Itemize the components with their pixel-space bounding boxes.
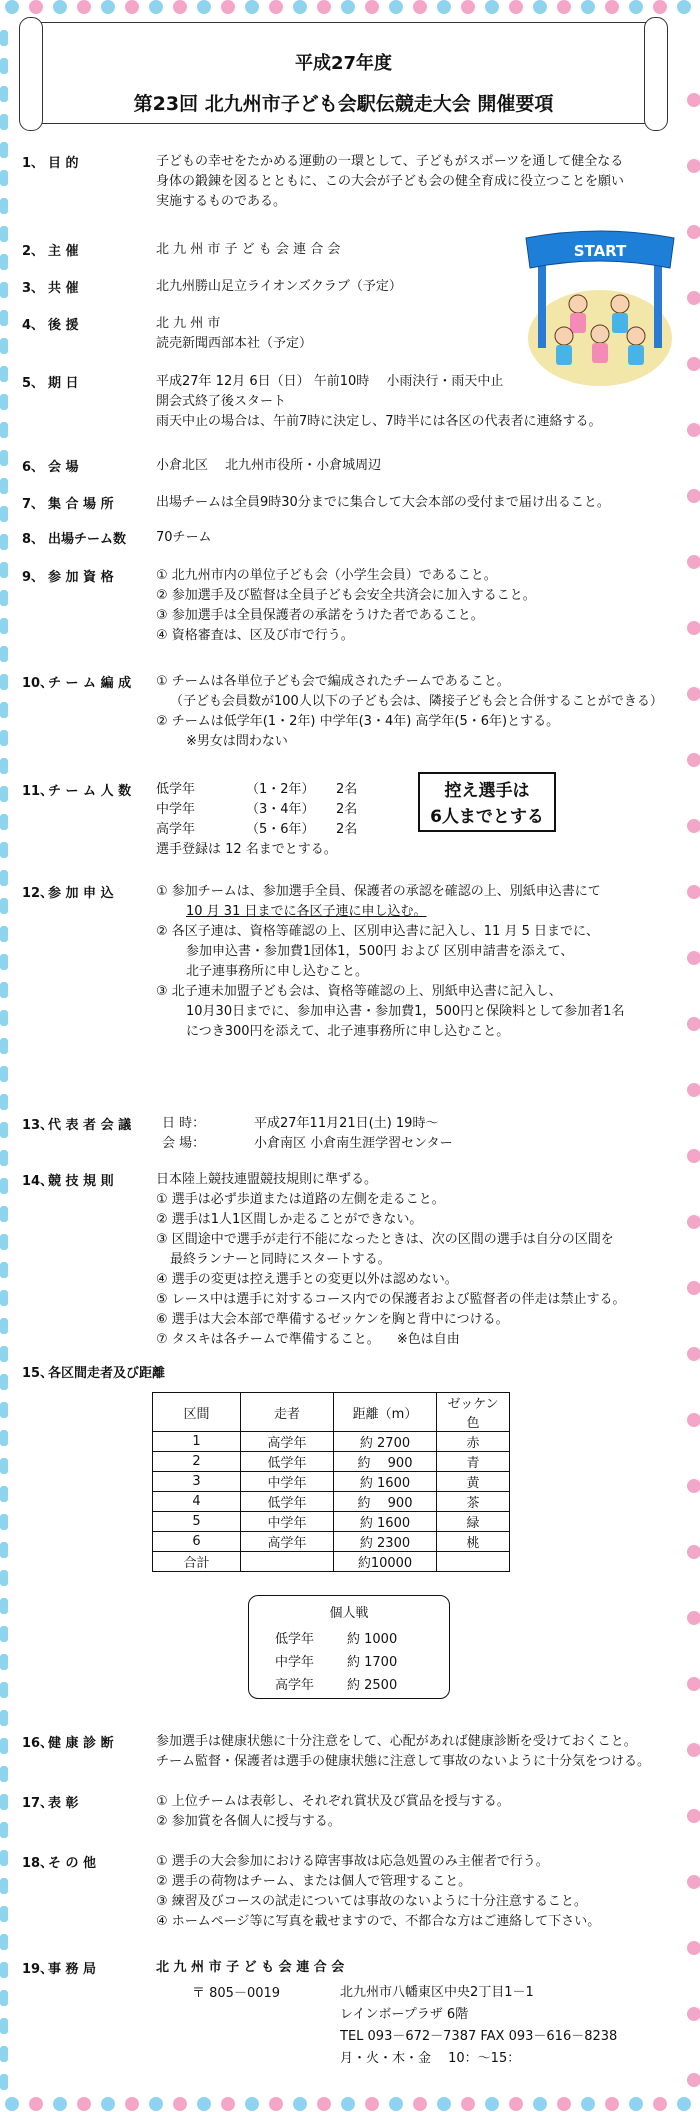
border-dot (77, 2097, 91, 2111)
border-dash (0, 982, 8, 998)
border-dash (0, 226, 8, 242)
section-label: 5、 期 日 (22, 376, 79, 391)
border-dot (125, 0, 139, 14)
border-dot (687, 489, 700, 503)
table-cell: 3 (153, 1472, 241, 1492)
section-label: 3、 共 催 (22, 281, 79, 296)
document-year: 平成27年度 (294, 53, 393, 74)
section-label: 17、表 彰 (22, 1796, 79, 1811)
table-cell: 約 2700 (334, 1432, 437, 1452)
border-dash (0, 842, 8, 858)
border-dot (687, 753, 700, 767)
border-dash (0, 646, 8, 662)
table-cell: 約 900 (334, 1492, 437, 1512)
border-dot (581, 2097, 595, 2111)
border-dash (0, 1486, 8, 1502)
border-dot (317, 0, 331, 14)
border-dot (687, 1875, 700, 1889)
border-dot (687, 1149, 700, 1163)
border-dot (173, 0, 187, 14)
border-dot (653, 2097, 667, 2111)
border-dash (0, 1458, 8, 1474)
border-dot (341, 2097, 355, 2111)
table-cell: 茶 (437, 1492, 510, 1512)
border-dash (0, 1374, 8, 1390)
section-body: 出場チームは全員9時30分までに集合して大会本部の受付まで届け出ること。 (156, 495, 610, 510)
border-dash (0, 282, 8, 298)
border-dot (317, 2097, 331, 2111)
border-dash (0, 1234, 8, 1250)
border-dash (0, 1570, 8, 1586)
border-dot (687, 687, 700, 701)
border-dot (221, 0, 235, 14)
individual-race-box (248, 1595, 450, 1699)
border-dash (0, 870, 8, 886)
border-dot (413, 2097, 427, 2111)
section-body: 日本陸上競技連盟競技規則に準ずる。 ① 選手は必ず歩道または道路の左側を走ること。 ② 選手は1人1区間しか走ることができない。 ③ 区間途中で選手が走行不能になったときは、次の区間の選手は自分の区間を 最終ランナーと同時にスタートする。 ④ 選手の変更は控え選手との変更以外は認めない。 ⑤ レース中は選手に対するコース内での保護者および監督者の伴走は禁止する。 ⑥ 選手は大会本部で準備するゼッケンを胸と背中につける。 ⑦ タスキは各チームで準備すること。 ※色は自由 (156, 1172, 626, 1347)
border-dot (687, 423, 700, 437)
border-dot (687, 291, 700, 305)
table-row (153, 1532, 510, 1552)
table-cell: 約 1600 (334, 1472, 437, 1492)
border-dot (653, 0, 667, 14)
border-dot (365, 0, 379, 14)
section-label: 19、事 務 局 (22, 1962, 97, 1977)
border-dash (0, 1934, 8, 1950)
border-dot (53, 2097, 67, 2111)
border-dash (0, 366, 8, 382)
table-cell: 2 (153, 1452, 241, 1472)
individual-race-row: 低学年 約 1000 (275, 1632, 398, 1647)
border-dash (0, 394, 8, 410)
border-dot (629, 2097, 643, 2111)
border-dot (687, 885, 700, 899)
table-cell: 青 (437, 1452, 510, 1472)
border-dot (687, 1083, 700, 1097)
border-dash (0, 618, 8, 634)
border-dot (365, 2097, 379, 2111)
table-cell: 約 1600 (334, 1512, 437, 1532)
section-label: 4、 後 援 (22, 318, 79, 333)
border-dot (245, 2097, 259, 2111)
table-cell: 赤 (437, 1432, 510, 1452)
border-dash (0, 1290, 8, 1306)
border-dash (0, 170, 8, 186)
border-dash (0, 898, 8, 914)
border-dot (269, 2097, 283, 2111)
table-header: 走者 (241, 1393, 334, 1432)
section-body: ① 北九州市内の単位子ども会（小学生会員）であること。 ② 参加選手及び監督は全員子ども会安全共済会に加入すること。 ③ 参加選手は全員保護者の承諾をうけた者であること。 ④ 資格審査は、区及び市で行う。 (156, 568, 536, 643)
individual-race-title: 個人戦 (329, 1606, 369, 1621)
table-cell: 合計 (153, 1552, 241, 1572)
table-cell (241, 1552, 334, 1572)
border-dot (687, 1941, 700, 1955)
border-dash (0, 2046, 8, 2062)
border-dash (0, 1402, 8, 1418)
section-body: ① 選手の大会参加における障害事故は応急処置のみ主催者で行う。 ② 選手の荷物はチーム、または個人で管理すること。 ③ 練習及びコースの試走については事故のないように十分注意すること。 ④ ホームページ等に写真を載せますので、不都合な方はご連絡して下さい。 (156, 1854, 601, 1929)
border-dash (0, 954, 8, 970)
section-label: 18、そ の 他 (22, 1856, 97, 1871)
border-dot (245, 0, 259, 14)
individual-race-row: 高学年 約 2500 (275, 1678, 398, 1693)
border-dash (0, 310, 8, 326)
section-label: 7、 集 合 場 所 (22, 497, 114, 512)
border-dot (687, 225, 700, 239)
section-label: 12、参 加 申 込 (22, 886, 114, 901)
table-cell: 約10000 (334, 1552, 437, 1572)
border-dash (0, 1682, 8, 1698)
section-label: 16、健 康 診 断 (22, 1736, 114, 1751)
border-dot (687, 2073, 700, 2087)
border-dash (0, 338, 8, 354)
border-dot (269, 0, 283, 14)
table-row (153, 1452, 510, 1472)
border-dot (389, 0, 403, 14)
table-header-row (153, 1393, 510, 1432)
section-body: 低学年 （1・2年） 2名 中学年 （3・4年） 2名 高学年 （5・6年） 2名 選手登録は 12 名までとする。 (156, 782, 358, 857)
border-dot (293, 0, 307, 14)
border-dot (557, 2097, 571, 2111)
border-dot (413, 0, 427, 14)
border-dash (0, 1010, 8, 1026)
table-cell: 約 900 (334, 1452, 437, 1472)
border-dash (0, 2074, 8, 2090)
section-label: 6、 会 場 (22, 460, 79, 475)
border-dot (101, 0, 115, 14)
border-dash (0, 506, 8, 522)
start-runners-illustration (520, 218, 680, 388)
border-dash (0, 1598, 8, 1614)
border-dot (533, 0, 547, 14)
border-dot (687, 1545, 700, 1559)
border-dash (0, 1626, 8, 1642)
border-dot (687, 621, 700, 635)
border-dot (461, 2097, 475, 2111)
border-dash (0, 254, 8, 270)
table-cell: 6 (153, 1532, 241, 1552)
border-dot (629, 0, 643, 14)
table-header: 区間 (153, 1393, 241, 1432)
postal-code: 〒 805－0019 (192, 1986, 281, 2001)
border-dot (605, 0, 619, 14)
border-dot (437, 2097, 451, 2111)
section-body: 北 九 州 市 子 ど も 会 連 合 会 (156, 242, 341, 257)
border-dash (0, 814, 8, 830)
border-dash (0, 1346, 8, 1362)
table-row (153, 1492, 510, 1512)
border-dash (0, 1738, 8, 1754)
secretariat-org: 北 九 州 市 子 ど も 会 連 合 会 (156, 1960, 345, 1975)
border-dash (0, 1542, 8, 1558)
section-label: 10、チ ー ム 編 成 (22, 676, 132, 691)
border-dash (0, 198, 8, 214)
section-label: 8、 出場チーム数 (22, 532, 127, 547)
border-dot (149, 0, 163, 14)
border-dash (0, 422, 8, 438)
table-header: ゼッケン色 (437, 1393, 510, 1432)
border-dash (0, 1822, 8, 1838)
border-dot (581, 0, 595, 14)
table-cell: 緑 (437, 1512, 510, 1532)
section-body: 北 九 州 市 読売新聞西部本社（予定） (156, 316, 313, 351)
table-row (153, 1472, 510, 1492)
border-dot (77, 0, 91, 14)
section-body: ① 参加チームは、参加選手全員、保護者の承認を確認の上、別紙申込書にて 10 月 31 日までに各区子連に申し込む。 ② 各区子連は、資格等確認の上、区別申込書に記入し、11 月 5 日までに、 参加申込書・参加費1団体1，500円 および 区別申請書を添えて、 北子連事務所に申し込むこと。 ③ 北子連未加盟子ども会は、資格等確認の上、別紙申込書に記入し、 10月30日までに、参加申込書・参加費1，500円と保険料として参加者1名 につき300円を添えて、北子連事務所に申し込むこと。 (156, 884, 625, 1039)
border-dash (0, 86, 8, 102)
border-dash (0, 1122, 8, 1138)
border-dash (0, 1990, 8, 2006)
border-dot (687, 1809, 700, 1823)
border-dot (687, 1215, 700, 1229)
border-dash (0, 2018, 8, 2034)
border-dash (0, 142, 8, 158)
table-cell: 5 (153, 1512, 241, 1532)
border-dash (0, 730, 8, 746)
border-dot (29, 2097, 43, 2111)
section-body: ① 上位チームは表彰し、それぞれ賞状及び賞品を授与する。 ② 参加賞を各個人に授与する。 (156, 1794, 510, 1829)
border-dash (0, 758, 8, 774)
border-dot (101, 2097, 115, 2111)
table-cell: 低学年 (241, 1492, 334, 1512)
border-dot (687, 819, 700, 833)
border-dot (687, 1677, 700, 1691)
border-dot (509, 0, 523, 14)
table-cell: 低学年 (241, 1452, 334, 1472)
section-label: 11、チ ー ム 人 数 (22, 784, 132, 799)
border-dot (341, 0, 355, 14)
banner-text: START (573, 242, 627, 260)
title-banner (30, 22, 657, 124)
section-label: 1、 目 的 (22, 156, 79, 171)
table-total-row (153, 1552, 510, 1572)
border-dash (0, 1262, 8, 1278)
border-dot (221, 2097, 235, 2111)
border-dot (437, 0, 451, 14)
segment-distance-table (152, 1392, 510, 1572)
border-dot (485, 0, 499, 14)
border-dash (0, 786, 8, 802)
border-dash (0, 114, 8, 130)
section-body: 平成27年 12月 6日（日） 午前10時 小雨決行・雨天中止 開会式終了後スタート 雨天中止の場合は、午前7時に決定し、7時半には各区の代表者に連絡する。 (156, 374, 602, 429)
table-cell: 4 (153, 1492, 241, 1512)
border-dash (0, 1654, 8, 1670)
section-label: 14、競 技 規 則 (22, 1174, 114, 1189)
table-cell: 高学年 (241, 1532, 334, 1552)
border-dash (0, 534, 8, 550)
border-dot (461, 0, 475, 14)
border-dash (0, 926, 8, 942)
border-dash (0, 450, 8, 466)
border-dot (687, 555, 700, 569)
border-dot (687, 1281, 700, 1295)
border-dot (687, 93, 700, 107)
border-dash (0, 1766, 8, 1782)
border-dash (0, 478, 8, 494)
border-dot (677, 2097, 691, 2111)
section-body: 北九州勝山足立ライオンズクラブ（予定） (156, 279, 402, 294)
border-dot (125, 2097, 139, 2111)
border-dash (0, 562, 8, 578)
document-title: 第23回 北九州市子ども会駅伝競走大会 開催要項 (133, 93, 554, 115)
border-dash (0, 702, 8, 718)
border-dot (5, 0, 19, 14)
border-dot (687, 1413, 700, 1427)
section-label: 13、代 表 者 会 議 (22, 1118, 132, 1133)
section-body: ① チームは各単位子ども会で編成されたチームであること。 （子ども会員数が100人以下の子ども会は、隣接子ども会と合併することができる） ② チームは低学年(1・2年) 中学年(3・4年) 高学年(5・6年)とする。 ※男女は問わない (156, 674, 663, 749)
table-cell: 黄 (437, 1472, 510, 1492)
table-cell: 中学年 (241, 1472, 334, 1492)
border-dash (0, 1962, 8, 1978)
border-dash (0, 1038, 8, 1054)
table-cell: 約 2300 (334, 1532, 437, 1552)
border-dash (0, 1710, 8, 1726)
border-dash (0, 1850, 8, 1866)
border-dot (509, 2097, 523, 2111)
table-row (153, 1432, 510, 1452)
border-dot (5, 2097, 19, 2111)
section-body: 小倉北区 北九州市役所・小倉城周辺 (156, 458, 382, 473)
border-dot (53, 0, 67, 14)
border-dot (485, 2097, 499, 2111)
section-label: 2、 主 催 (22, 244, 79, 259)
border-dash (0, 1794, 8, 1810)
border-dash (0, 1150, 8, 1166)
border-dot (687, 357, 700, 371)
border-dot (29, 0, 43, 14)
section-body (156, 1958, 344, 1978)
border-dot (173, 2097, 187, 2111)
individual-race-row: 中学年 約 1700 (275, 1655, 398, 1670)
reserve-players-note: 控え選手は 6人までとする (418, 772, 556, 832)
section-label: 9、 参 加 資 格 (22, 570, 114, 585)
border-dash (0, 1906, 8, 1922)
border-dash (0, 1066, 8, 1082)
border-dash (0, 1206, 8, 1222)
border-dot (293, 2097, 307, 2111)
border-dot (389, 2097, 403, 2111)
border-dot (149, 2097, 163, 2111)
border-dot (687, 951, 700, 965)
border-dash (0, 674, 8, 690)
table-cell: 中学年 (241, 1512, 334, 1532)
border-dot (557, 0, 571, 14)
section-label: 15、各区間走者及び距離 (22, 1366, 166, 1381)
border-dot (605, 2097, 619, 2111)
border-dash (0, 58, 8, 74)
border-dot (197, 2097, 211, 2111)
border-dash (0, 1318, 8, 1334)
border-dash (0, 1094, 8, 1110)
table-cell: 1 (153, 1432, 241, 1452)
border-dot (687, 1347, 700, 1361)
border-dash (0, 1878, 8, 1894)
secretariat-address: 北九州市八幡東区中央2丁目1－1 レインボープラザ 6階 TEL 093－672－7387 FAX 093－616－8238 月・火・木・金 10：～15： (340, 1985, 618, 2066)
border-dot (687, 1611, 700, 1625)
border-dash (0, 1430, 8, 1446)
table-cell: 桃 (437, 1532, 510, 1552)
border-dot (687, 1743, 700, 1757)
table-header: 距離（m） (334, 1393, 437, 1432)
table-row (153, 1512, 510, 1532)
border-dash (0, 590, 8, 606)
section-body: 子どもの幸せをたかめる運動の一環として、子どもがスポーツを通して健全なる 身体の鍛錬を図るとともに、この大会が子ども会の健全育成に役立つことを願い 実施するものである。 (156, 154, 625, 209)
section-body: 参加選手は健康状態に十分注意をして、心配があれば健康診断を受けておくこと。 チーム監督・保護者は選手の健康状態に注意して事故のないように十分気をつける。 (156, 1734, 651, 1769)
border-dot (687, 2007, 700, 2021)
border-dash (0, 1178, 8, 1194)
table-cell (437, 1552, 510, 1572)
border-dot (687, 1479, 700, 1493)
border-dot (197, 0, 211, 14)
border-dash (0, 1514, 8, 1530)
border-dot (533, 2097, 547, 2111)
border-dot (687, 1017, 700, 1031)
section-body: 70チーム (156, 530, 212, 545)
border-dot (677, 0, 691, 14)
border-dot (687, 159, 700, 173)
border-dash (0, 30, 8, 46)
table-cell: 高学年 (241, 1432, 334, 1452)
section-body: 日 時： 平成27年11月21日(土) 19時～ 会 場： 小倉南区 小倉南生涯学習センター (162, 1116, 453, 1151)
